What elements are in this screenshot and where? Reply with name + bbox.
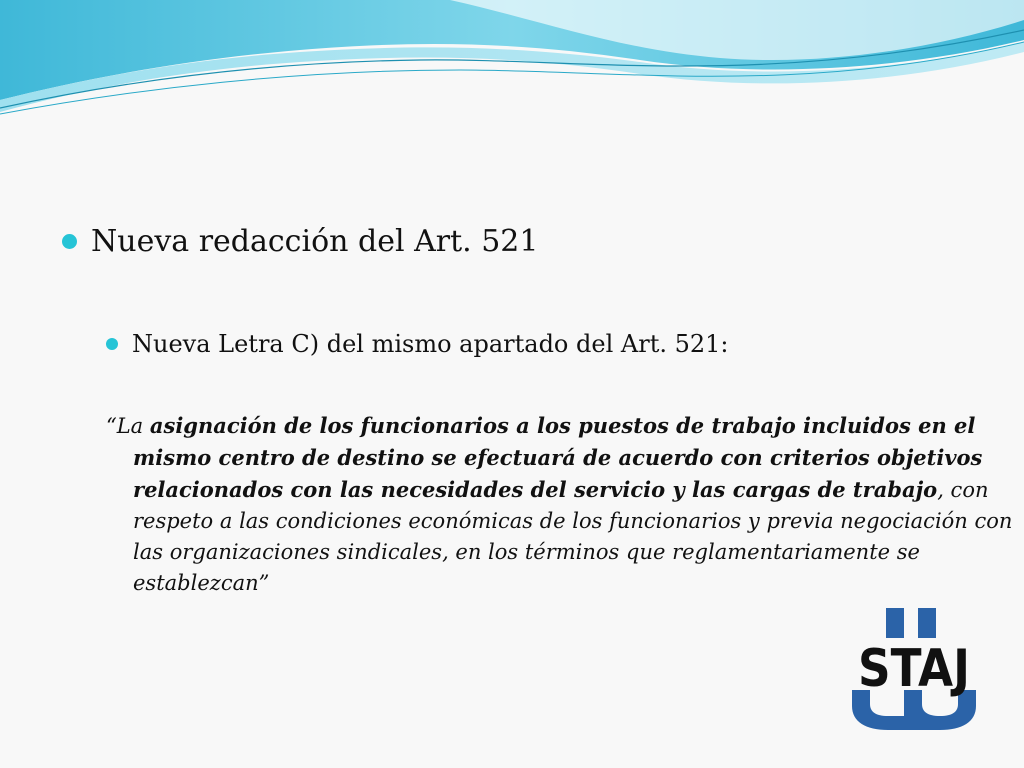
bullet-icon bbox=[106, 338, 118, 350]
quote-bold-text: asignación de los funcionarios a los puestos de trabajo incluidos en el mismo centro de destino se efectuará de acuerdo con criterios objetivos relacionados con las necesidades del servicio y las cargas de trabajo bbox=[133, 413, 983, 502]
bullet-icon bbox=[62, 234, 77, 249]
heading-text: Nueva redacción del Art. 521 bbox=[91, 224, 539, 259]
logo-text: STAJ bbox=[858, 639, 970, 699]
subheading-text: Nueva Letra C) del mismo apartado del Art. 521: bbox=[132, 330, 729, 358]
quote-rest: , con respeto a las condiciones económicas de los funcionarios y previa negociación con las organizaciones sindicales, en los términos que reglamentariamente se establezcan” bbox=[133, 478, 1013, 595]
quoted-article-text bbox=[106, 410, 1013, 599]
heading-bullet-item bbox=[62, 224, 538, 259]
subheading-bullet-item bbox=[106, 330, 728, 358]
staj-logo-icon bbox=[852, 608, 976, 730]
header-wave-decoration bbox=[0, 0, 1024, 130]
quote-open: “La bbox=[106, 414, 150, 438]
